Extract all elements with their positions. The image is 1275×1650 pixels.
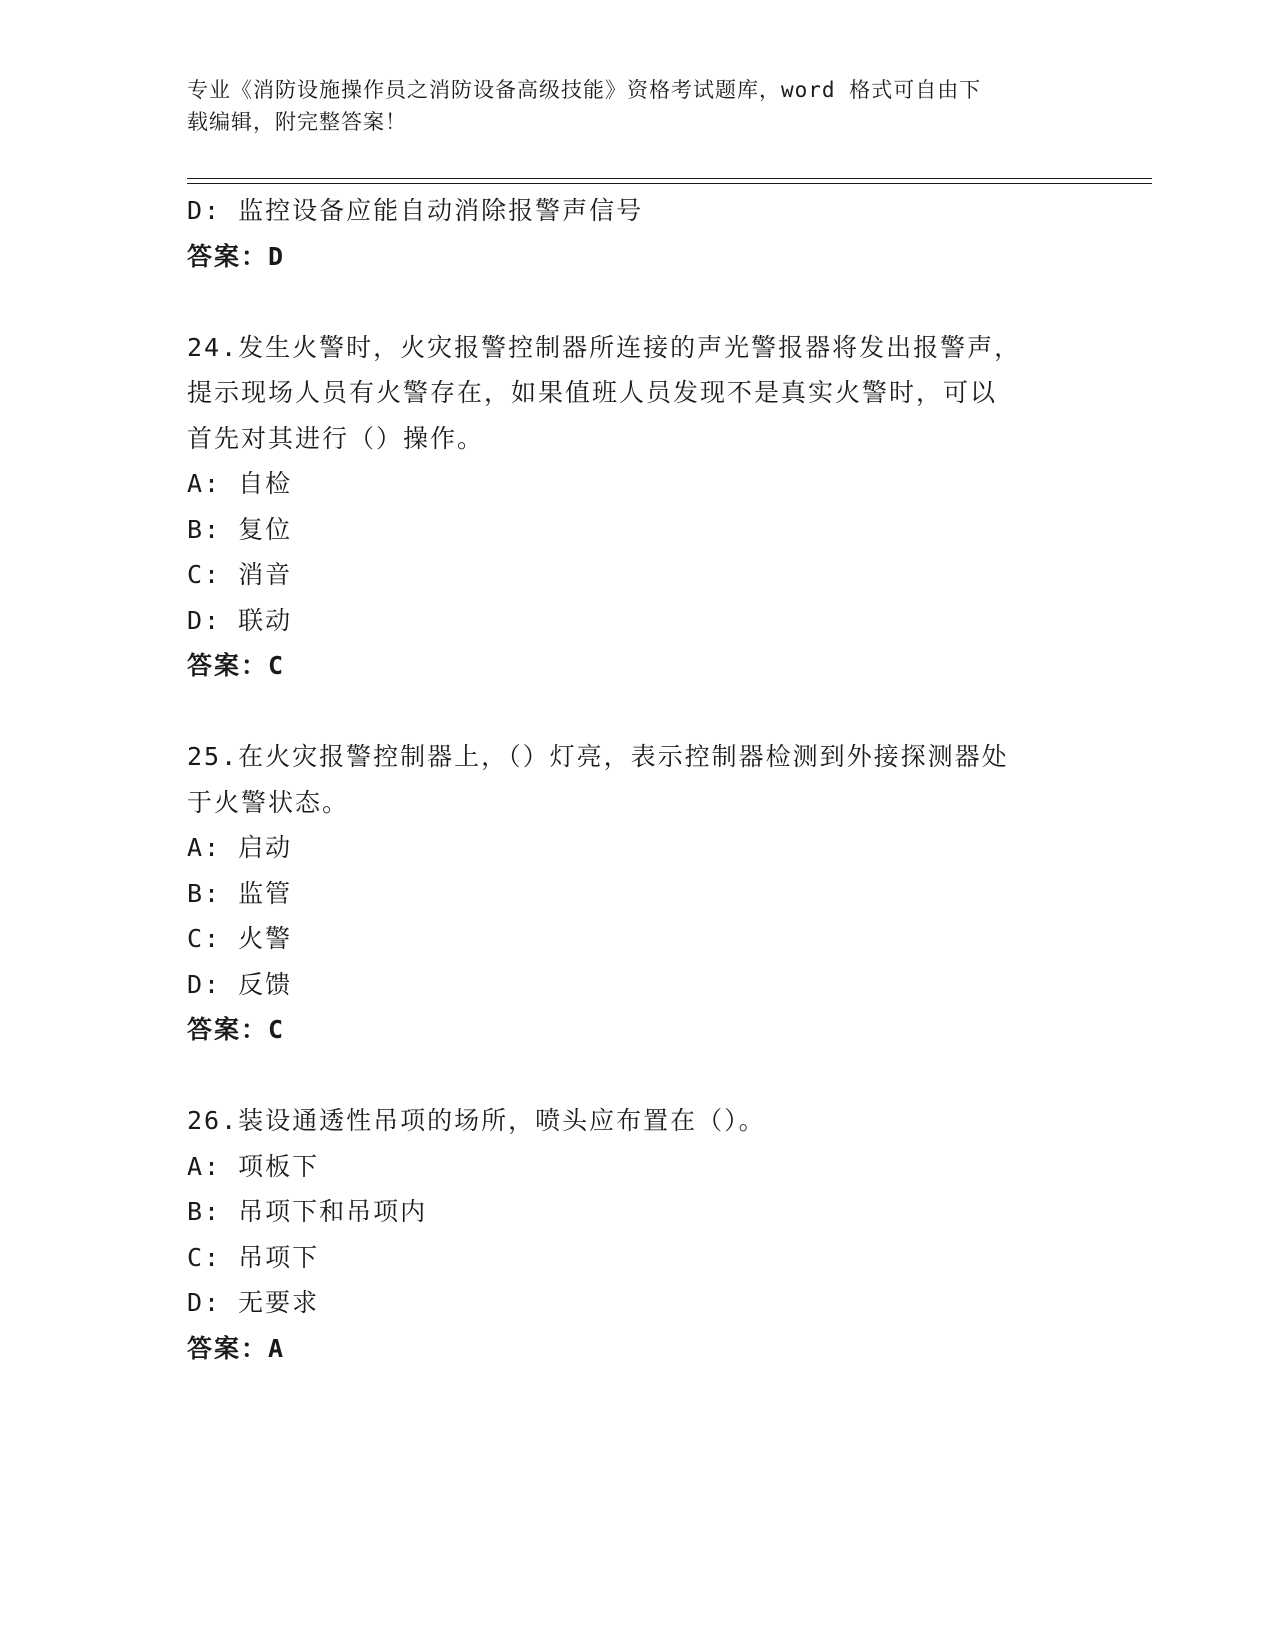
document-body: [187, 188, 1087, 1371]
question-text-line: 首先对其进行（）操作。: [187, 423, 485, 453]
option-c: C: 消音: [187, 560, 293, 589]
option-d: D: 无要求: [187, 1288, 320, 1317]
header-line-1: 专业《消防设施操作员之消防设备高级技能》资格考试题库，word 格式可自由下: [187, 78, 982, 102]
spacer: [187, 689, 1087, 735]
option-d: D: 监控设备应能自动消除报警声信号: [187, 196, 644, 225]
header-divider-bottom: [187, 183, 1152, 184]
answer-line: 答案：C: [187, 651, 286, 680]
option-d: D: 反馈: [187, 969, 293, 999]
question-text-line: 于火警状态。: [187, 787, 350, 817]
question-26: [187, 1098, 1087, 1371]
answer-line: 答案：D: [187, 241, 286, 271]
question-24: [187, 325, 1087, 689]
question-text-line: 25.在火灾报警控制器上，（）灯亮，表示控制器检测到外接探测器处: [187, 742, 1009, 771]
option-a: A: 自检: [187, 469, 293, 498]
option-b: B: 复位: [187, 514, 293, 544]
header-line-2: 载编辑，附完整答案！: [187, 110, 407, 134]
option-a: A: 启动: [187, 833, 293, 862]
option-d: D: 联动: [187, 605, 293, 635]
answer-line: 答案：A: [187, 1333, 286, 1363]
question-text-line: 提示现场人员有火警存在，如果值班人员发现不是真实火警时，可以: [187, 378, 998, 407]
option-c: C: 吊项下: [187, 1242, 320, 1272]
question-text-line: 26.装设通透性吊项的场所，喷头应布置在（）。: [187, 1106, 766, 1135]
spacer: [187, 279, 1087, 325]
option-a: A: 项板下: [187, 1151, 320, 1181]
header-divider-top: [187, 178, 1152, 179]
answer-line: 答案：C: [187, 1015, 286, 1044]
option-b: B: 监管: [187, 878, 293, 908]
option-c: C: 火警: [187, 924, 293, 953]
question-25: [187, 734, 1087, 1053]
document-header: [187, 74, 1067, 138]
option-b: B: 吊项下和吊项内: [187, 1197, 428, 1226]
spacer: [187, 1053, 1087, 1099]
question-text-line: 24.发生火警时，火灾报警控制器所连接的声光警报器将发出报警声，: [187, 332, 1022, 362]
prev-question-tail: [187, 188, 1087, 279]
